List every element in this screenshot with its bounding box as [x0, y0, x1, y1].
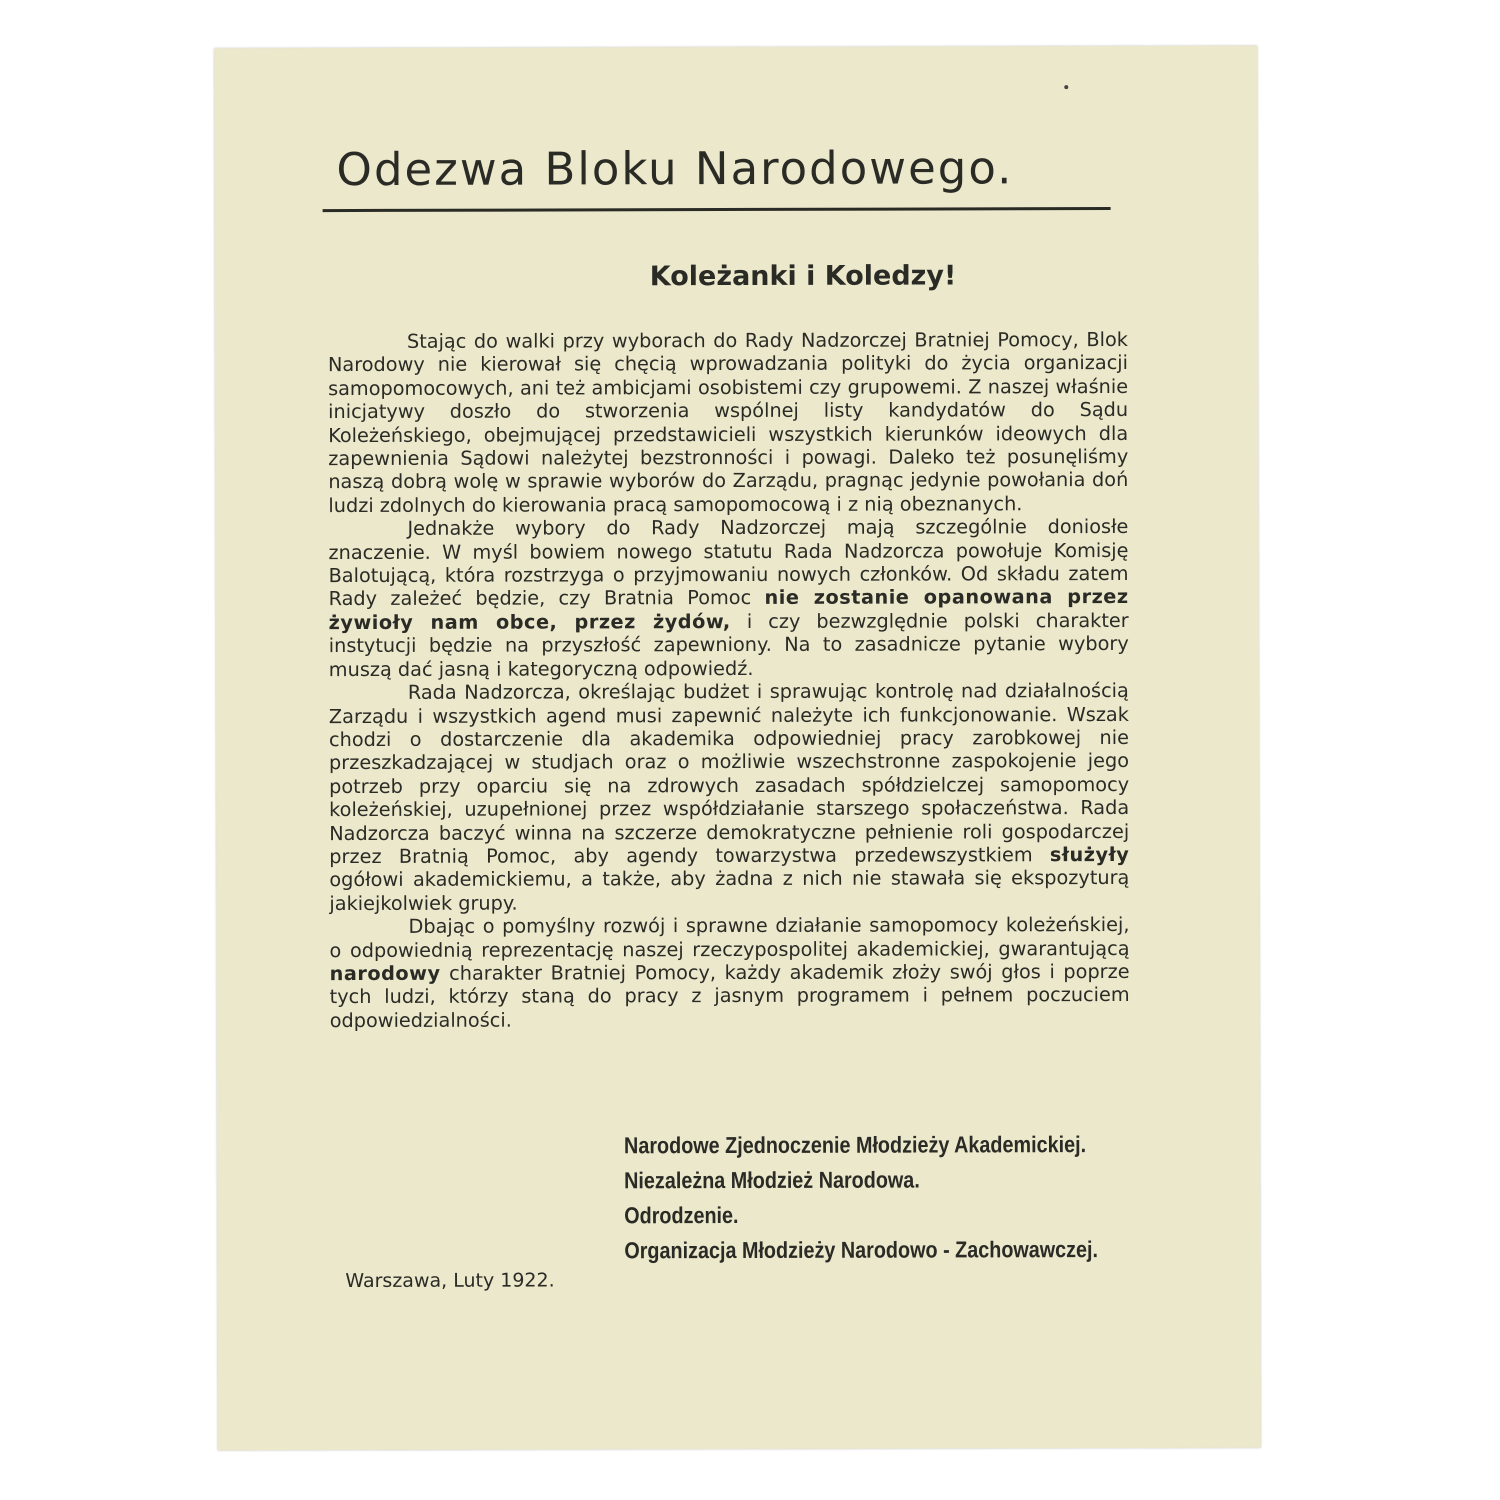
text-segment: charakter Bratniej Pomocy, każdy akademik złoży swój głos i poprze tych ludzi, którzy staną do pracy z jasnym programem i pełnem poczuciem odpowiedzialności.	[329, 959, 1130, 1032]
paragraph	[329, 679, 1130, 915]
salutation: Koleżanki i Koledzy!	[649, 260, 957, 293]
title-underline	[323, 207, 1111, 212]
document-title: Odezwa Bloku Narodowego.	[336, 141, 1014, 197]
place-and-date: Warszawa, Luty 1922.	[345, 1269, 555, 1293]
emphasis-text: nie zostanie opanowana przez żywioły nam obce, przez żydów,	[328, 585, 1129, 634]
signatory: Niezależna Młodzież Narodowa.	[624, 1166, 920, 1194]
text-segment: Dbając o pomyślny rozwój i sprawne działanie samopomocy koleżeńskiej, o odpowiednią reprezentację naszej rzeczypospolitej akademickiej, gwarantującą	[329, 913, 1130, 962]
signatory: Narodowe Zjednoczenie Młodzieży Akademickiej.	[624, 1131, 1087, 1159]
paragraph	[329, 913, 1129, 1032]
emphasis-text: narodowy	[329, 961, 441, 986]
signatories-block	[624, 1127, 1098, 1268]
ink-speck	[1064, 85, 1068, 89]
emphasis-text: służyły	[1049, 842, 1130, 867]
body-text	[328, 328, 1130, 1032]
text-segment: Stając do walki przy wyborach do Rady Nadzorczej Bratniej Pomocy, Blok Narodowy nie kierował się chęcią wprowadzania polityki do życia organizacji samopomocowych, ani też ambicjami osobistemi czy grupowemi. Z naszej właśnie inicjatywy doszło do stworzenia wspólnej listy kandydatów do Sądu Koleżeńskiego, obejmującej przedstawicieli wszystkich kierunków ideowych dla zapewnienia Sądowi należytej bezstronności i powagi. Daleko też posunęliśmy naszą dobrą wolę w sprawie wyborów do Zarządu, pragnąc jedynie powołania doń ludzi zdolnych do kierowania pracą samopomocową i z nią obeznanych.	[327, 327, 1129, 517]
leaflet-sheet	[214, 46, 1261, 1451]
text-segment: Jednakże wybory do Rady Nadzorczej mają szczególnie doniosłe znaczenie. W myśl bowiem nowego statutu Rada Nadzorcza powołuje Komisję Balotującą, która rozstrzyga o przyjmowaniu nowych członków. Od składu zatem Rady zależeć będzie, czy Bratnia Pomoc	[328, 515, 1129, 611]
text-segment: ogółowi akademickiemu, a także, aby żadna z nich nie stawała się ekspozyturą jakiejkolwiek grupy.	[329, 866, 1130, 915]
paragraph	[328, 328, 1128, 517]
text-segment: Rada Nadzorcza, określając budżet i sprawując kontrolę nad działalnością Zarządu i wszystkich agend musi zapewnić należyte ich funkcjonowanie. Wszak chodzi o dostarczenie dla akademika odpowiedniej pracy zarobkowej nie przeszkadzającej w studjach oraz o możliwie wszechstronne zaspokojenie jego potrzeb przy oparciu się na zdrowych zasadach spółdzielczej samopomocy koleżeńskiej, uzupełnionej przez współdziałanie starszego społaczeństwa. Rada Nadzorcza baczyć winna na szczerze demokratyczne pełnienie roli gospodarczej przez Bratnią Pomoc, aby agendy towarzystwa przedewszystkiem	[328, 679, 1130, 869]
signatory: Odrodzenie.	[624, 1201, 739, 1229]
signatory: Organizacja Młodzieży Narodowo - Zachowawczej.	[624, 1236, 1099, 1264]
paragraph	[328, 515, 1128, 681]
text-segment: i czy bezwzględnie polski charakter instytucji będzie na przyszłość zapewniony. Na to zasadnicze pytanie wybory muszą dać jasną i kategoryczną odpowiedź.	[328, 608, 1129, 681]
